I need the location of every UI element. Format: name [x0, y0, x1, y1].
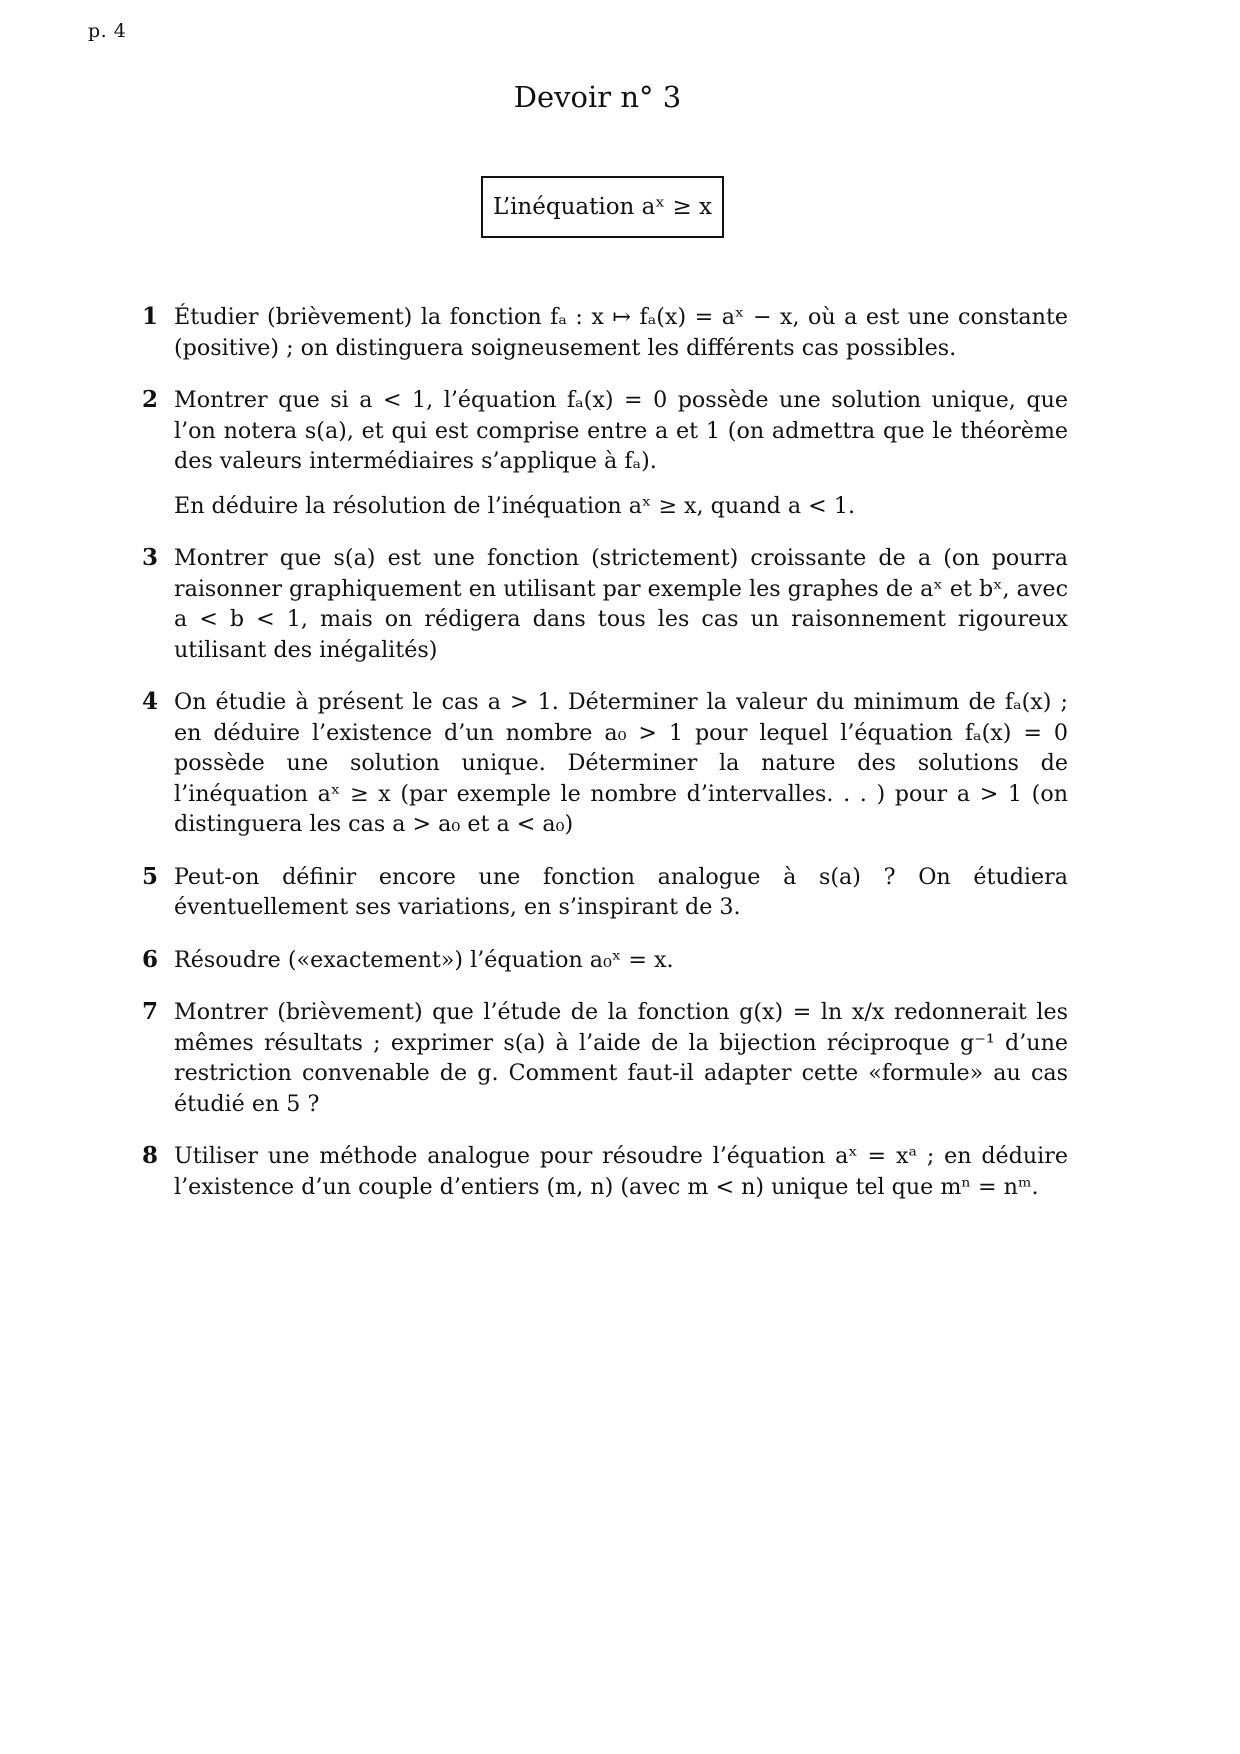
question-body [174, 687, 1068, 840]
subtitle-text: L’inéquation aˣ ≥ x [493, 194, 712, 220]
question-body [174, 1141, 1068, 1202]
question-3 [142, 543, 1068, 665]
question-8 [142, 1141, 1068, 1202]
question-number: 5 [142, 862, 159, 890]
question-number: 4 [142, 688, 159, 715]
question-number: 1 [142, 303, 159, 330]
question-number: 6 [142, 945, 159, 973]
question-4 [142, 687, 1068, 840]
question-text: Peut-on définir encore une fonction analogue à s(a) ? On étudiera éventuellement ses variations, en s’inspirant de 3. [174, 863, 1068, 920]
question-body [174, 997, 1068, 1119]
page-title: Devoir n° 3 [513, 80, 682, 114]
question-body [174, 302, 1068, 363]
question-text: Étudier (brièvement) la fonction fₐ : x ↦ fₐ(x) = aˣ − x, où a est une constante (positive) ; on distinguera soigneusement les différents cas possibles. [174, 304, 1068, 361]
question-text: Résoudre («exactement») l’équation a₀ˣ = x. [174, 946, 674, 973]
page-number: p. 4 [88, 20, 127, 42]
question-number: 7 [142, 998, 159, 1025]
question-body [174, 862, 1068, 923]
question-2 [142, 385, 1068, 521]
question-5 [142, 862, 1068, 923]
question-7 [142, 997, 1068, 1119]
question-text: Montrer que si a < 1, l’équation fₐ(x) = 0 possède une solution unique, que l’on notera s(a), et qui est comprise entre a et 1 (on admettra que le théorème des valeurs intermédiaires s’applique à fₐ). [174, 387, 1068, 474]
question-text: Montrer que s(a) est une fonction (strictement) croissante de a (on pourra raisonner graphiquement en utilisant par exemple les graphes de aˣ et bˣ, avec a < b < 1, mais on rédigera dans tous les cas un raisonnement rigoureux utilisant des inégalités) [174, 545, 1068, 663]
question-body [174, 945, 1068, 976]
question-6 [142, 945, 1068, 976]
question-text: Montrer (brièvement) que l’étude de la fonction g(x) = ln x/x redonnerait les mêmes résultats ; exprimer s(a) à l’aide de la bijection réciproque g⁻¹ d’une restriction convenable de g. Comment faut-il adapter cette «formule» au cas étudié en 5 ? [174, 999, 1068, 1117]
question-number: 3 [142, 544, 159, 571]
question-number: 8 [142, 1142, 159, 1169]
question-text: Utiliser une méthode analogue pour résoudre l’équation aˣ = xᵃ ; en déduire l’existence d’un couple d’entiers (m, n) (avec m < n) unique tel que mⁿ = nᵐ. [174, 1143, 1068, 1200]
subtitle-box [481, 176, 724, 238]
question-body [174, 385, 1068, 521]
question-text: On étudie à présent le cas a > 1. Déterminer la valeur du minimum de fₐ(x) ; en déduire l’existence d’un nombre a₀ > 1 pour lequel l’équation fₐ(x) = 0 possède une solution unique. Déterminer la nature des solutions de l’inéquation aˣ ≥ x (par exemple le nombre d’intervalles. . . ) pour a > 1 (on distinguera les cas a > a₀ et a < a₀) [174, 689, 1068, 837]
question-text: En déduire la résolution de l’inéquation aˣ ≥ x, quand a < 1. [174, 492, 855, 519]
question-body [174, 543, 1068, 665]
question-number: 2 [142, 386, 159, 413]
question-1 [142, 302, 1068, 363]
question-list [142, 302, 1068, 1224]
